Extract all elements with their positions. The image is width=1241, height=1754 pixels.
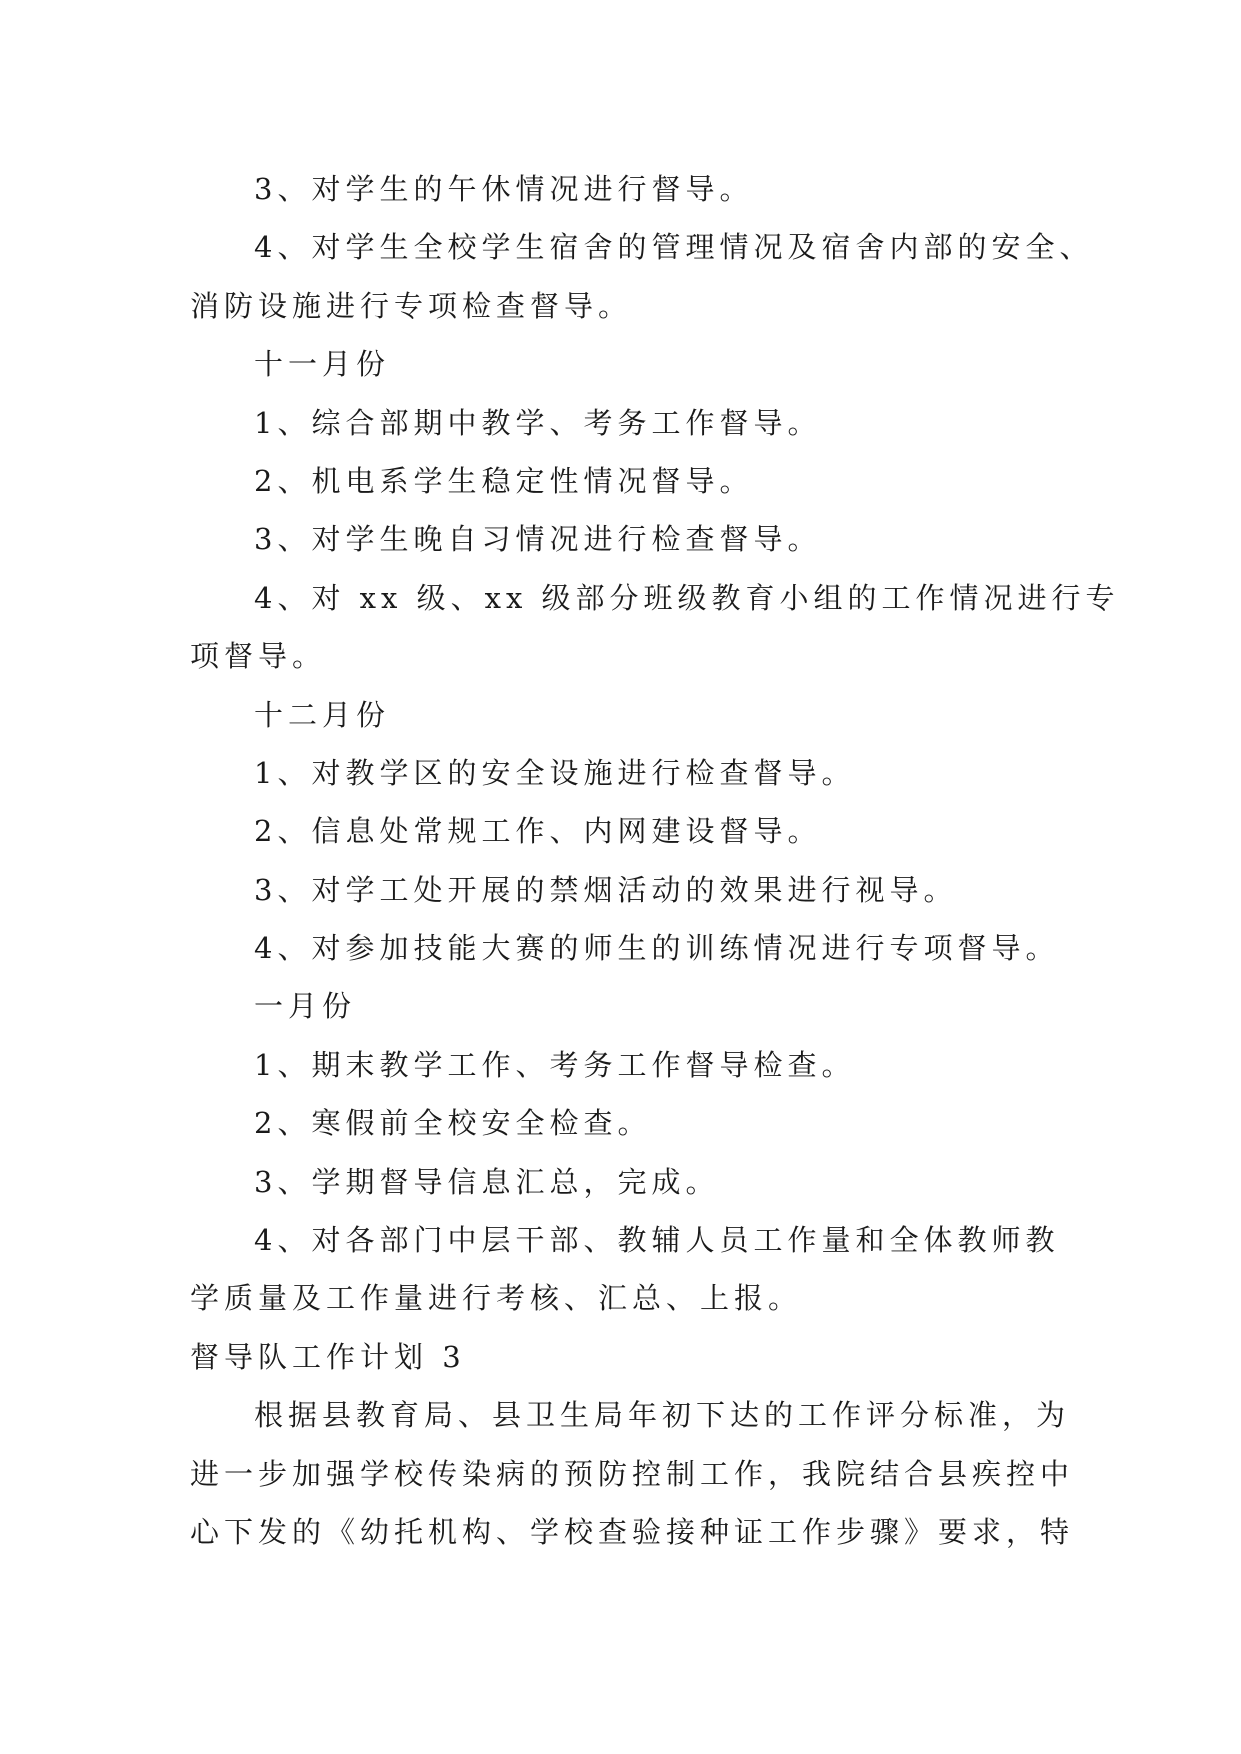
paragraph-line: 1、期末教学工作、考务工作督导检查。 xyxy=(254,1047,856,1082)
paragraph-line: 学质量及工作量进行考核、汇总、上报。 xyxy=(190,1281,803,1316)
paragraph-line: 根据县教育局、县卫生局年初下达的工作评分标准，为 xyxy=(254,1398,1071,1433)
paragraph-line: 3、对学工处开展的禁烟活动的效果进行视导。 xyxy=(254,872,958,907)
paragraph-line: 项督导。 xyxy=(190,639,327,674)
section-heading: 十二月份 xyxy=(254,697,391,732)
paragraph-line: 3、对学生晚自习情况进行检查督导。 xyxy=(254,522,822,557)
paragraph-line: 4、对参加技能大赛的师生的训练情况进行专项督导。 xyxy=(254,931,1060,966)
paragraph-line: 2、机电系学生稳定性情况督导。 xyxy=(254,463,754,498)
paragraph-line: 2、寒假前全校安全检查。 xyxy=(254,1106,652,1141)
paragraph-line: 进一步加强学校传染病的预防控制工作，我院结合县疾控中 xyxy=(190,1456,1075,1491)
paragraph-line: 1、对教学区的安全设施进行检查督导。 xyxy=(254,755,856,790)
paragraph-line: 4、对学生全校学生宿舍的管理情况及宿舍内部的安全、 xyxy=(254,230,1094,265)
paragraph-line: 4、对 xx 级、xx 级部分班级教育小组的工作情况进行专 xyxy=(254,580,1120,615)
paragraph-line: 1、综合部期中教学、考务工作督导。 xyxy=(254,405,822,440)
section-heading: 一月份 xyxy=(254,989,357,1024)
section-heading: 十一月份 xyxy=(254,347,391,382)
paragraph-line: 3、对学生的午休情况进行督导。 xyxy=(254,172,754,206)
document-body xyxy=(190,160,1120,1561)
paragraph-line: 4、对各部门中层干部、教辅人员工作量和全体教师教 xyxy=(254,1223,1060,1258)
paragraph-line: 3、学期督导信息汇总，完成。 xyxy=(254,1164,720,1199)
paragraph-line: 心下发的《幼托机构、学校查验接种证工作步骤》要求，特 xyxy=(190,1514,1075,1549)
paragraph-line: 消防设施进行专项检查督导。 xyxy=(190,288,633,323)
paragraph-line: 2、信息处常规工作、内网建设督导。 xyxy=(254,814,822,849)
document-title: 督导队工作计划 3 xyxy=(190,1339,466,1374)
